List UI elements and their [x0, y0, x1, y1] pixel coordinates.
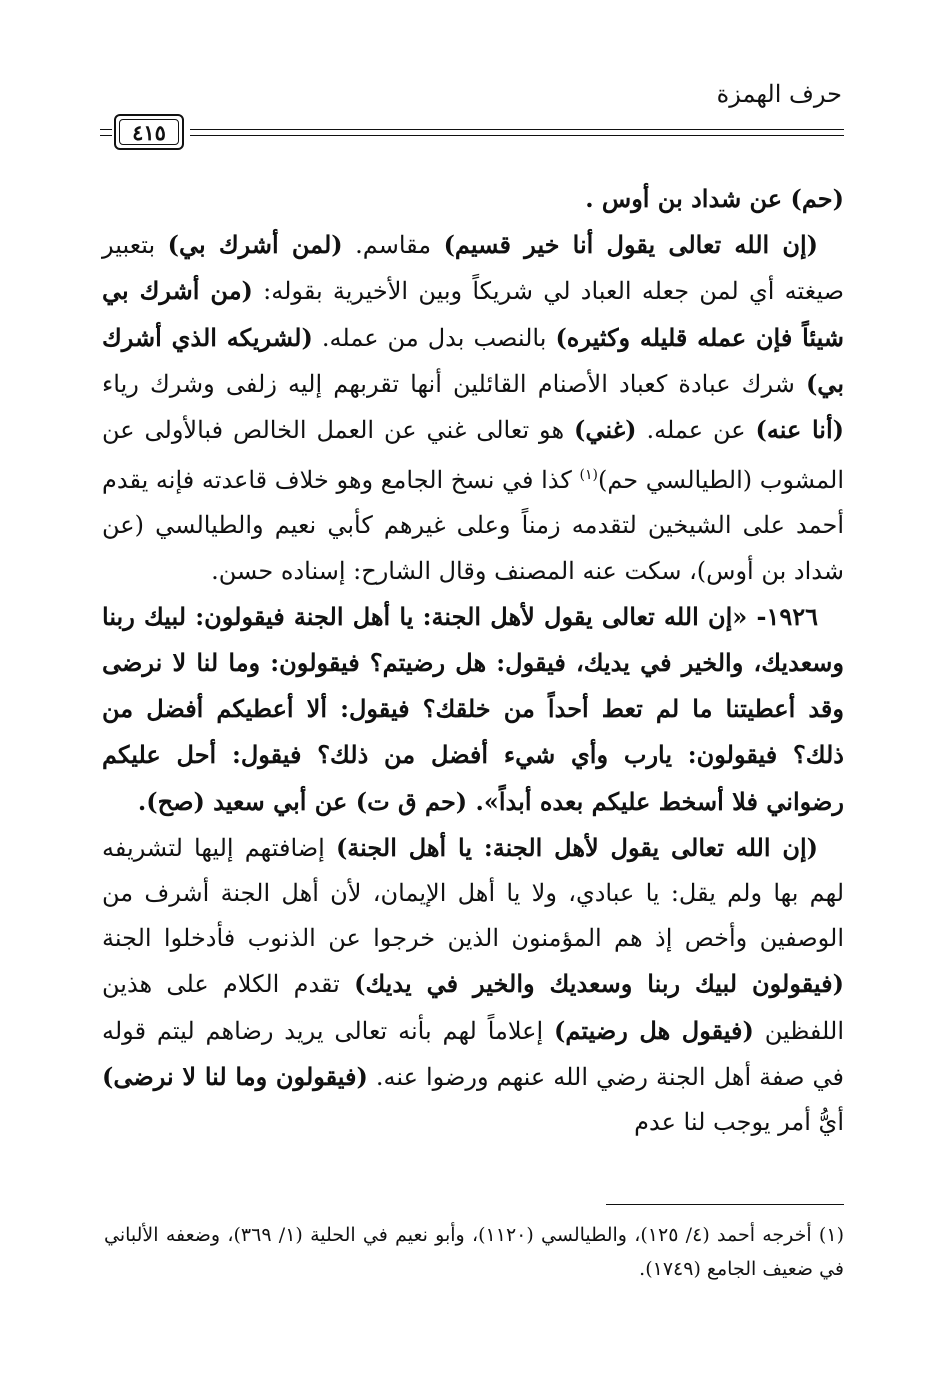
- paragraph-source-line: [102, 176, 844, 222]
- paragraph-commentary-1: [102, 222, 844, 594]
- hadith-quote: (فيقولون وما لنا لا نرضى): [102, 1061, 368, 1091]
- page-number: ٤١٥: [132, 120, 166, 145]
- commentary-text: كذا في نسخ الجامع وهو خلاف قاعدته فإنه يقدم أحمد على الشيخين لتقدمه زمناً وعلى غيرهم كأبي نعيم والطيالسي (عن شداد بن أوس)، سكت عنه المصنف وقال الشارح: إسناده حسن.: [102, 466, 844, 585]
- hadith-quote: (أنا عنه): [755, 415, 844, 445]
- header-rule-stub-top: [100, 129, 112, 130]
- hadith-quote: (فيقولون لبيك ربنا وسعديك والخير في يديك): [354, 969, 844, 999]
- commentary-text: شرك عبادة كعباد الأصنام القائلين أنها تقربهم إليه زلفى وشرك رياء: [102, 369, 806, 398]
- commentary-text: بالنصب بدل من عمله.: [312, 323, 556, 352]
- footnote-1: (١) أخرجه أحمد (٤/ ١٢٥)، والطيالسي (١١٢٠)، وأبو نعيم في الحلية (١/ ٣٦٩)، وضعفه الألباني في ضعيف الجامع (١٧٤٩).: [104, 1224, 844, 1280]
- header-rule-line-bottom: [190, 135, 844, 136]
- footnote-separator: [606, 1204, 844, 1205]
- footnotes: [104, 1218, 844, 1286]
- paragraph-commentary-2: [102, 825, 844, 1145]
- hadith-quote: (من أشرك بي شيئاً فإن عمله قليله وكثيره): [102, 276, 845, 352]
- footnote-marker[interactable]: (١): [579, 467, 598, 484]
- hadith-quote: (غني): [574, 415, 637, 445]
- commentary-text: عن عمله.: [636, 416, 756, 445]
- header-rule: [100, 112, 844, 156]
- source-citation: (حم) عن شداد بن أوس .: [585, 184, 844, 213]
- commentary-text: هو تعالى غني عن العمل الخالص فبالأولى عن المشوب (الطيالسي حم): [102, 416, 844, 495]
- running-header-title: حرف الهمزة: [716, 80, 842, 108]
- page-number-frame: [114, 114, 184, 150]
- hadith-quote: (إن الله تعالى يقول لأهل الجنة: يا أهل الجنة): [335, 832, 818, 862]
- commentary-text: أيُّ أمر يوجب لنا عدم: [634, 1108, 844, 1137]
- header-rule-stub-bottom: [100, 135, 112, 136]
- commentary-text: بتعبير صيغته أي لمن جعله العباد لي شريكاً وبين الأخيرية بقوله:: [102, 231, 844, 306]
- hadith-quote: (لشريكه الذي أشرك بي): [102, 322, 844, 398]
- hadith-quote: (فيقول هل رضيتم): [554, 1015, 754, 1045]
- hadith-quote: (إن الله تعالى يقول أنا خير قسيم): [443, 230, 818, 260]
- commentary-text: إضافتهم إليها لتشريفه لهم بها ولم يقل: يا عبادي، ولا يا أهل الإيمان، لأن أهل الجنة أشرف من الوصفين وأخص إذ هم المؤمنون الذين خرجوا عن الذنوب فأدخلوا الجنة: [102, 833, 844, 953]
- paragraph-hadith-1926: [102, 594, 844, 825]
- header-rule-line-top: [190, 129, 844, 130]
- hadith-text: ١٩٢٦- «إن الله تعالى يقول لأهل الجنة: يا أهل الجنة فيقولون: لبيك ربنا وسعديك، والخير في يديك، فيقول: هل رضيتم؟ فيقولون: وما لنا لا نرضى وقد أعطيتنا ما لم تعط أحداً من خلقك؟ فيقول: ألا أعطيكم أفضل من ذلك؟ فيقولون: يارب وأي شيء أفضل من ذلك؟ فيقول: أحل عليكم رضواني فلا أسخط عليكم بعده أبداً». (حم ق ت) عن أبي سعيد (صح).: [102, 601, 844, 816]
- commentary-text: إعلاماً لهم بأنه تعالى يريد رضاهم ليتم قوله في صفة أهل الجنة رضي الله عنهم ورضوا عنه.: [102, 1016, 845, 1091]
- main-text: [102, 176, 844, 1145]
- commentary-text: مقاسم.: [342, 231, 444, 260]
- hadith-quote: (لمن أشرك بي): [167, 230, 343, 260]
- commentary-text: تقدم الكلام على هذين اللفظين: [102, 970, 844, 1045]
